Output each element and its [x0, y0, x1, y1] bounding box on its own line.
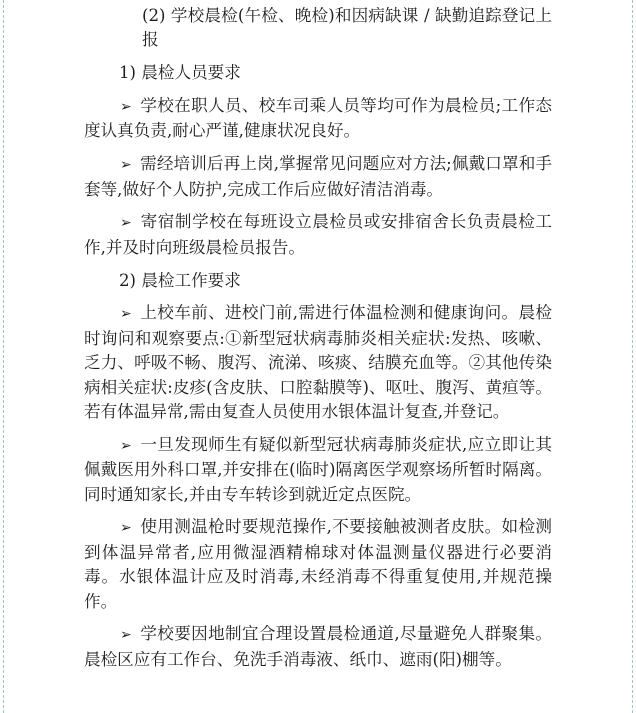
- bullet-paragraph: ➢ 一旦发现师生有疑似新型冠状病毒肺炎症状,应立即让其佩戴医用外科口罩,并安排在(临时)隔离医学观察场所暂时隔离。同时通知家长,并由专车转诊到就近定点医院。: [84, 434, 552, 504]
- bullet-paragraph: ➢ 使用测温枪时要规范操作,不要接触被测者皮肤。如检测到体温异常者,应用微湿酒精棉球对体温测量仪器进行必要消毒。水银体温计应及时消毒,未经消毒不得重复使用,并规范操作。: [84, 517, 552, 611]
- section-heading: (2) 学校晨检(午检、晚检)和因病缺课 / 缺勤追踪登记上报: [142, 6, 552, 50]
- bullet-arrow-icon: ➢: [120, 215, 132, 232]
- bullet-paragraph: ➢ 学校在职人员、校车司乘人员等均可作为晨检员;工作态度认真负责,耐心严谨,健康状况良好。: [84, 96, 552, 141]
- page-border-left: [3, 0, 4, 713]
- bullet-paragraph: ➢ 寄宿制学校在每班设立晨检员或安排宿舍长负责晨检工作,并及时向班级晨检员报告。: [84, 212, 552, 257]
- bullet-arrow-icon: ➢: [120, 157, 132, 174]
- bullet-arrow-icon: ➢: [120, 437, 132, 454]
- bullet-arrow-icon: ➢: [120, 520, 132, 537]
- page-border-right: [632, 0, 633, 713]
- bullet-paragraph: ➢ 上校车前、进校门前,需进行体温检测和健康询问。晨检时询问和观察要点:①新型冠状病毒肺炎相关症状:发热、咳嗽、乏力、呼吸不畅、腹泻、流涕、咳痰、结膜充血等。②其他传染病相关症状:皮疹(含皮肤、口腔黏膜等)、呕吐、腹泻、黄疸等。若有体温异常,需由复查人员使用水银体温计复查,并登记。: [84, 303, 552, 422]
- bullet-arrow-icon: ➢: [120, 306, 132, 323]
- document-page: [84, 4, 552, 681]
- bullet-paragraph: ➢ 学校要因地制宜合理设置晨检通道,尽量避免人群聚集。晨检区应有工作台、免洗手消毒液、纸巾、遮雨(阳)棚等。: [84, 624, 552, 669]
- bullet-arrow-icon: ➢: [120, 627, 132, 644]
- subsection-title-1: 1) 晨检人员要求: [119, 63, 241, 83]
- bullet-arrow-icon: ➢: [120, 99, 132, 115]
- bullet-paragraph: ➢ 需经培训后再上岗,掌握常见问题应对方法;佩戴口罩和手套等,做好个人防护,完成工作后应做好清洁消毒。: [84, 154, 552, 199]
- subsection-title-2: 2) 晨检工作要求: [119, 270, 241, 290]
